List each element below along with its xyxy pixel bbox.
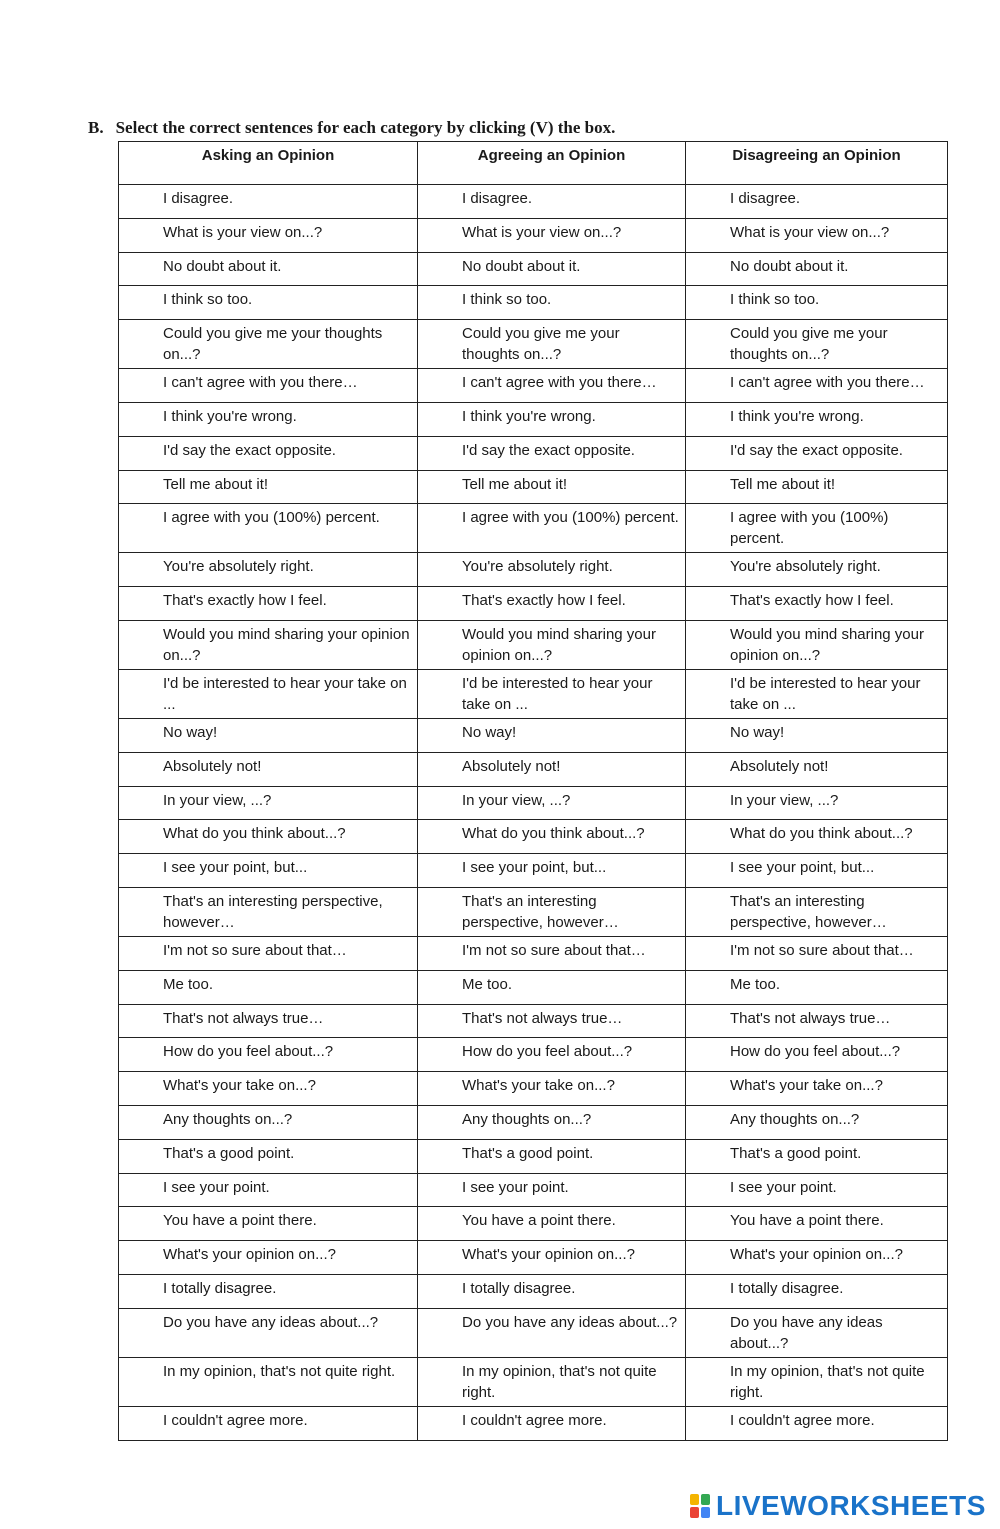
sentence-cell-agreeing[interactable]: I think so too.: [418, 286, 686, 320]
sentence-cell-asking[interactable]: I'd be interested to hear your take on ...: [119, 669, 418, 718]
sentence-cell-disagreeing[interactable]: That's exactly how I feel.: [686, 587, 948, 621]
table-row: [119, 1004, 948, 1038]
sentence-cell-asking[interactable]: You're absolutely right.: [119, 553, 418, 587]
sentence-cell-agreeing[interactable]: You're absolutely right.: [418, 553, 686, 587]
sentence-cell-asking[interactable]: What is your view on...?: [119, 218, 418, 252]
sentence-cell-asking[interactable]: That's an interesting perspective, however…: [119, 887, 418, 936]
table-row: [119, 786, 948, 820]
sentence-cell-asking[interactable]: How do you feel about...?: [119, 1038, 418, 1072]
sentence-cell-asking[interactable]: Absolutely not!: [119, 752, 418, 786]
sentence-cell-disagreeing[interactable]: That's not always true…: [686, 1004, 948, 1038]
sentence-cell-asking[interactable]: Me too.: [119, 970, 418, 1004]
sentence-cell-asking[interactable]: In your view, ...?: [119, 786, 418, 820]
sentence-cell-asking[interactable]: I couldn't agree more.: [119, 1406, 418, 1440]
sentence-cell-agreeing[interactable]: How do you feel about...?: [418, 1038, 686, 1072]
sentence-cell-asking[interactable]: What's your opinion on...?: [119, 1241, 418, 1275]
table-row: [119, 936, 948, 970]
sentence-cell-disagreeing[interactable]: No doubt about it.: [686, 252, 948, 286]
column-header-disagreeing: Disagreeing an Opinion: [686, 142, 948, 185]
sentence-cell-disagreeing[interactable]: How do you feel about...?: [686, 1038, 948, 1072]
sentence-cell-asking[interactable]: I totally disagree.: [119, 1274, 418, 1308]
sentence-cell-disagreeing[interactable]: In my opinion, that's not quite right.: [686, 1357, 948, 1406]
sentence-cell-disagreeing[interactable]: What's your take on...?: [686, 1072, 948, 1106]
sentence-cell-disagreeing[interactable]: I disagree.: [686, 185, 948, 219]
sentence-cell-disagreeing[interactable]: In your view, ...?: [686, 786, 948, 820]
sentence-cell-asking[interactable]: You have a point there.: [119, 1207, 418, 1241]
sentence-cell-disagreeing[interactable]: I totally disagree.: [686, 1274, 948, 1308]
sentence-cell-agreeing[interactable]: Do you have any ideas about...?: [418, 1308, 686, 1357]
sentence-cell-asking[interactable]: Do you have any ideas about...?: [119, 1308, 418, 1357]
sentence-cell-agreeing[interactable]: I couldn't agree more.: [418, 1406, 686, 1440]
sentence-cell-asking[interactable]: I see your point.: [119, 1173, 418, 1207]
sentence-cell-asking[interactable]: No way!: [119, 718, 418, 752]
sentence-cell-disagreeing[interactable]: Absolutely not!: [686, 752, 948, 786]
sentence-cell-agreeing[interactable]: That's an interesting perspective, however…: [418, 887, 686, 936]
sentence-cell-agreeing[interactable]: I can't agree with you there…: [418, 369, 686, 403]
sentence-cell-disagreeing[interactable]: I'd be interested to hear your take on ...: [686, 669, 948, 718]
sentence-cell-disagreeing[interactable]: I think you're wrong.: [686, 402, 948, 436]
sentence-cell-asking[interactable]: Would you mind sharing your opinion on...?: [119, 620, 418, 669]
sentence-cell-agreeing[interactable]: What do you think about...?: [418, 820, 686, 854]
table-row: [119, 218, 948, 252]
table-row: [119, 553, 948, 587]
column-header-agreeing: Agreeing an Opinion: [418, 142, 686, 185]
table-row: [119, 1406, 948, 1440]
sentence-cell-asking[interactable]: That's exactly how I feel.: [119, 587, 418, 621]
sentence-cell-agreeing[interactable]: No way!: [418, 718, 686, 752]
sentence-cell-agreeing[interactable]: I'm not so sure about that…: [418, 936, 686, 970]
instruction-label: B.: [88, 118, 104, 137]
table-header-row: [119, 142, 948, 185]
sentence-cell-asking[interactable]: I think you're wrong.: [119, 402, 418, 436]
sentence-cell-disagreeing[interactable]: Do you have any ideas about...?: [686, 1308, 948, 1357]
table-row: [119, 1207, 948, 1241]
sentence-cell-agreeing[interactable]: In your view, ...?: [418, 786, 686, 820]
sentence-cell-agreeing[interactable]: I see your point.: [418, 1173, 686, 1207]
table-row: [119, 369, 948, 403]
table-row: [119, 1038, 948, 1072]
sentence-cell-asking[interactable]: Could you give me your thoughts on...?: [119, 320, 418, 369]
sentence-cell-agreeing[interactable]: That's a good point.: [418, 1139, 686, 1173]
table-row: [119, 970, 948, 1004]
sentence-cell-disagreeing[interactable]: Tell me about it!: [686, 470, 948, 504]
table-row: [119, 620, 948, 669]
sentence-cell-disagreeing[interactable]: I'm not so sure about that…: [686, 936, 948, 970]
sentence-cell-disagreeing[interactable]: I'd say the exact opposite.: [686, 436, 948, 470]
table-row: [119, 1105, 948, 1139]
sentence-cell-agreeing[interactable]: I see your point, but...: [418, 854, 686, 888]
sentence-cell-asking[interactable]: In my opinion, that's not quite right.: [119, 1357, 418, 1406]
sentence-cell-agreeing[interactable]: I disagree.: [418, 185, 686, 219]
sentence-cell-disagreeing[interactable]: That's an interesting perspective, however…: [686, 887, 948, 936]
sentence-cell-agreeing[interactable]: No doubt about it.: [418, 252, 686, 286]
sentence-cell-disagreeing[interactable]: What do you think about...?: [686, 820, 948, 854]
column-header-asking: Asking an Opinion: [119, 142, 418, 185]
sentence-cell-asking[interactable]: What's your take on...?: [119, 1072, 418, 1106]
sentence-cell-agreeing[interactable]: I'd be interested to hear your take on ...: [418, 669, 686, 718]
sentence-cell-disagreeing[interactable]: What is your view on...?: [686, 218, 948, 252]
sentence-cell-disagreeing[interactable]: I agree with you (100%) percent.: [686, 504, 948, 553]
liveworksheets-logo-icon: [690, 1493, 712, 1519]
table-row: [119, 436, 948, 470]
table-row: [119, 1139, 948, 1173]
table-row: [119, 752, 948, 786]
sentence-cell-agreeing[interactable]: I'd say the exact opposite.: [418, 436, 686, 470]
sentence-cell-agreeing[interactable]: Would you mind sharing your opinion on...?: [418, 620, 686, 669]
sentence-cell-agreeing[interactable]: Absolutely not!: [418, 752, 686, 786]
table-row: [119, 669, 948, 718]
sentence-cell-agreeing[interactable]: I think you're wrong.: [418, 402, 686, 436]
sentence-cell-disagreeing[interactable]: Any thoughts on...?: [686, 1105, 948, 1139]
sentence-cell-agreeing[interactable]: I agree with you (100%) percent.: [418, 504, 686, 553]
sentence-cell-asking[interactable]: Tell me about it!: [119, 470, 418, 504]
sentence-cell-agreeing[interactable]: Could you give me your thoughts on...?: [418, 320, 686, 369]
sentence-cell-agreeing[interactable]: Tell me about it!: [418, 470, 686, 504]
table-row: [119, 504, 948, 553]
table-row: [119, 887, 948, 936]
sentence-cell-asking[interactable]: I can't agree with you there…: [119, 369, 418, 403]
sentence-cell-asking[interactable]: No doubt about it.: [119, 252, 418, 286]
table-row: [119, 1308, 948, 1357]
liveworksheets-logo: [690, 1490, 986, 1522]
sentence-cell-asking[interactable]: Any thoughts on...?: [119, 1105, 418, 1139]
table-row: [119, 1241, 948, 1275]
sentence-cell-asking[interactable]: I'm not so sure about that…: [119, 936, 418, 970]
sentence-cell-asking[interactable]: I agree with you (100%) percent.: [119, 504, 418, 553]
sentence-cell-disagreeing[interactable]: What's your opinion on...?: [686, 1241, 948, 1275]
sentence-cell-agreeing[interactable]: In my opinion, that's not quite right.: [418, 1357, 686, 1406]
table-row: [119, 320, 948, 369]
sentence-cell-asking[interactable]: I'd say the exact opposite.: [119, 436, 418, 470]
sentence-cell-agreeing[interactable]: What's your take on...?: [418, 1072, 686, 1106]
table-row: [119, 470, 948, 504]
sentence-cell-disagreeing[interactable]: I can't agree with you there…: [686, 369, 948, 403]
instruction: [88, 118, 615, 138]
sentence-cell-disagreeing[interactable]: Could you give me your thoughts on...?: [686, 320, 948, 369]
sentence-cell-disagreeing[interactable]: That's a good point.: [686, 1139, 948, 1173]
sentence-cell-agreeing[interactable]: That's exactly how I feel.: [418, 587, 686, 621]
table-row: [119, 1274, 948, 1308]
sentence-cell-disagreeing[interactable]: Me too.: [686, 970, 948, 1004]
sentence-cell-disagreeing[interactable]: I see your point.: [686, 1173, 948, 1207]
sentence-cell-agreeing[interactable]: That's not always true…: [418, 1004, 686, 1038]
sentence-cell-disagreeing[interactable]: Would you mind sharing your opinion on...?: [686, 620, 948, 669]
table-row: [119, 718, 948, 752]
instruction-text: Select the correct sentences for each category by clicking (V) the box.: [115, 118, 616, 137]
table-row: [119, 1357, 948, 1406]
table-row: [119, 1072, 948, 1106]
table-row: [119, 854, 948, 888]
sentence-cell-disagreeing[interactable]: You're absolutely right.: [686, 553, 948, 587]
sentence-cell-disagreeing[interactable]: I think so too.: [686, 286, 948, 320]
opinion-table: [118, 141, 948, 1441]
sentence-cell-asking[interactable]: What do you think about...?: [119, 820, 418, 854]
sentence-cell-agreeing[interactable]: Any thoughts on...?: [418, 1105, 686, 1139]
sentence-cell-asking[interactable]: I think so too.: [119, 286, 418, 320]
sentence-cell-asking[interactable]: That's not always true…: [119, 1004, 418, 1038]
table-row: [119, 587, 948, 621]
sentence-cell-disagreeing[interactable]: I see your point, but...: [686, 854, 948, 888]
sentence-cell-agreeing[interactable]: Me too.: [418, 970, 686, 1004]
sentence-cell-asking[interactable]: That's a good point.: [119, 1139, 418, 1173]
sentence-cell-disagreeing[interactable]: You have a point there.: [686, 1207, 948, 1241]
table-row: [119, 820, 948, 854]
sentence-cell-disagreeing[interactable]: No way!: [686, 718, 948, 752]
sentence-cell-agreeing[interactable]: What is your view on...?: [418, 218, 686, 252]
sentence-cell-asking[interactable]: I see your point, but...: [119, 854, 418, 888]
sentence-cell-agreeing[interactable]: What's your opinion on...?: [418, 1241, 686, 1275]
sentence-cell-agreeing[interactable]: You have a point there.: [418, 1207, 686, 1241]
logo-text: LIVEWORKSHEETS: [716, 1490, 986, 1521]
table-row: [119, 286, 948, 320]
table-row: [119, 185, 948, 219]
sentence-cell-agreeing[interactable]: I totally disagree.: [418, 1274, 686, 1308]
sentence-cell-disagreeing[interactable]: I couldn't agree more.: [686, 1406, 948, 1440]
table-row: [119, 1173, 948, 1207]
table-row: [119, 402, 948, 436]
table-row: [119, 252, 948, 286]
sentence-cell-asking[interactable]: I disagree.: [119, 185, 418, 219]
